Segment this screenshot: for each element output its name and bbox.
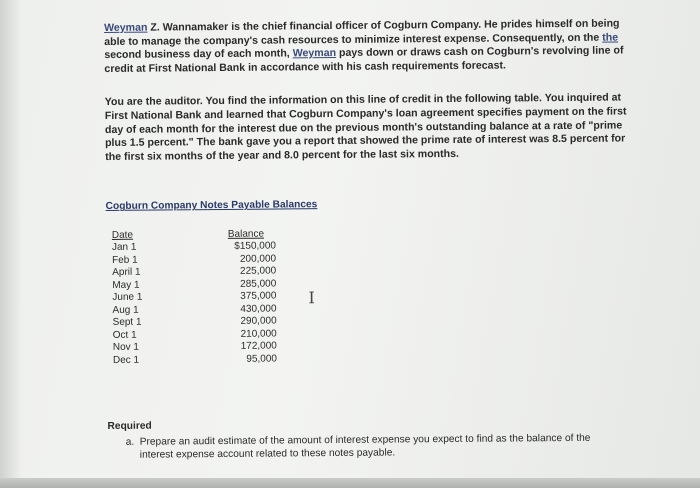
table-row-balance: 172,000: [240, 340, 277, 353]
intro-name-2: Weyman: [292, 47, 337, 60]
table-row-date: April 1: [112, 267, 141, 279]
date-column: [112, 229, 173, 367]
table-row-balance: 200,000: [239, 253, 277, 265]
intro-paragraph: [104, 17, 634, 76]
table-row-date: Feb 1: [112, 254, 138, 266]
intro-line2a: second business day of each month,: [104, 47, 293, 62]
intro-line2b: pays down or draws cash on Cogburn's revolving line of credit at First National Bank in accordance with his cash requirements forecast.: [104, 44, 624, 75]
table-row-balance: 375,000: [240, 290, 277, 303]
balance-column: [228, 228, 277, 366]
screen-bottom-bezel: [0, 478, 700, 488]
table-row-date: Nov 1: [112, 342, 140, 354]
text-cursor-icon: I: [308, 288, 315, 308]
table-row-balance: $150,000: [234, 240, 277, 253]
date-header: Date: [111, 229, 134, 241]
required-item-letter: a.: [125, 436, 135, 448]
table-row-balance: 430,000: [240, 303, 277, 315]
table-title: Cogburn Company Notes Payable Balances: [105, 199, 318, 213]
table-row-date: Dec 1: [112, 354, 140, 366]
table-row-balance: 285,000: [240, 278, 277, 290]
table-row-date: Jan 1: [111, 242, 137, 254]
table-row-balance: 290,000: [240, 315, 277, 328]
notes-payable-table: [106, 225, 637, 390]
required-item-text: Prepare an audit estimate of the amount of interest expense you expect to find as the balance of the interest expense account related to these notes payable.: [139, 432, 591, 461]
table-row-date: Sept 1: [112, 317, 142, 329]
auditor-paragraph: You are the auditor. You find the information on this line of credit in the following table. You inquired at First National Bank and learned that Cogburn Company's loan agreement specifies payment on the first day of each month for the interest due on the previous month's outstanding balance at a rate of "prime plus 1.5 percent." The bank gave you a report that showed the prime rate of interest was 8.5 percent for the first six months of the year and 8.0 percent for the last six months.: [104, 91, 627, 163]
balance-header: Balance: [227, 228, 265, 240]
table-row-balance: 225,000: [239, 265, 277, 278]
required-item: [126, 431, 638, 463]
intro-name: Weyman: [104, 21, 148, 34]
table-row-balance: 210,000: [240, 328, 277, 340]
page-edge-shadow: [0, 0, 22, 488]
intro-line1: Z. Wannamaker is the chief financial officer of Cogburn Company. He prides himself on being able to manage the company's cash resources to minimize interest expense. Consequently, on the: [104, 17, 620, 48]
table-row-date: Aug 1: [112, 304, 139, 316]
table-row-date: June 1: [112, 292, 143, 304]
document-content: [104, 17, 638, 462]
table-row-date: Oct 1: [112, 329, 137, 341]
table-row-date: May 1: [112, 279, 140, 291]
required-heading: Required: [107, 420, 152, 432]
intro-duplicate-word: the: [602, 31, 619, 44]
table-row-balance: 95,000: [246, 353, 277, 365]
